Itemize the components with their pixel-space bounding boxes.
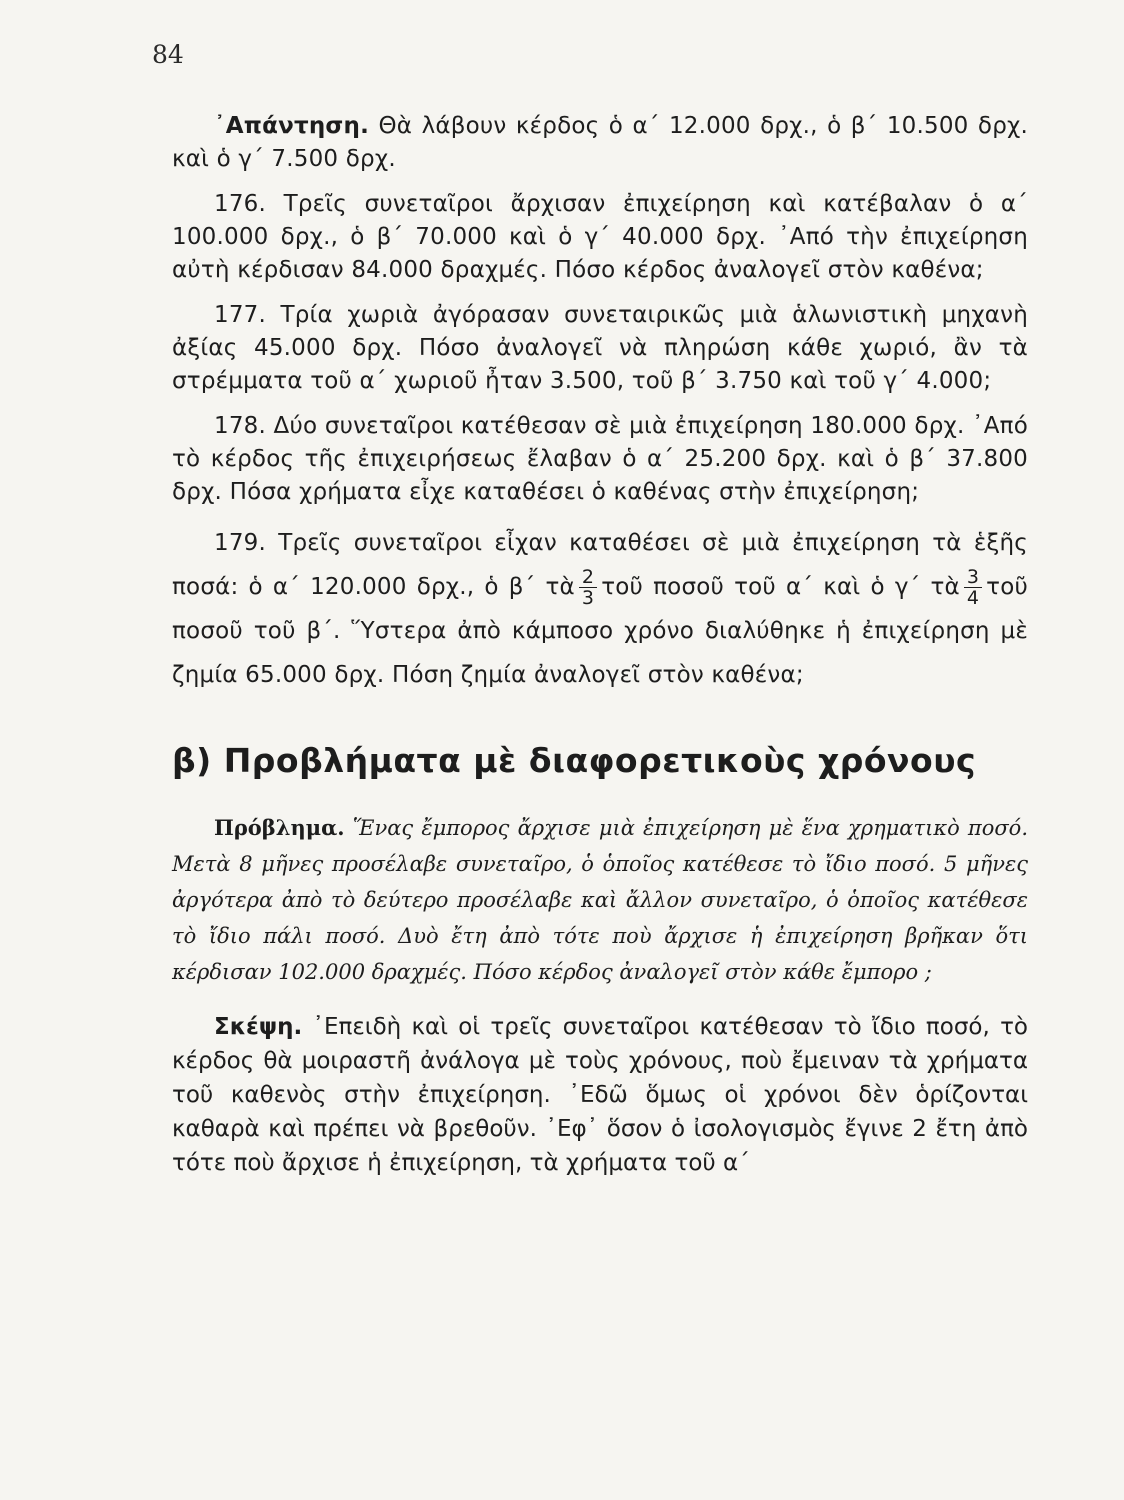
worked-problem (172, 810, 1028, 990)
answer-label: ᾽Απάντηση. (214, 113, 370, 139)
answer-text: Θὰ λάβουν κέρδος ὁ α΄ 12.000 δρχ., ὁ β΄ 10.500 δρχ. καὶ ὁ γ΄ 7.500 δρχ. (172, 113, 1028, 172)
fraction-two-thirds (579, 567, 597, 608)
page-content (172, 110, 1028, 1180)
problem-179 (172, 521, 1028, 697)
fraction-numerator: 2 (581, 566, 595, 588)
problem-179-part1: 179. Τρεῖς συνεταῖροι εἶχαν καταθέσει σὲ μιὰ ἐπιχείρηση τὰ ἑξῆς ποσά: ὁ α΄ 120.000 δρχ., ὁ β΄ τὰ (172, 530, 1028, 600)
thought-label: Σκέψη. (214, 1014, 303, 1040)
page-number: 84 (152, 40, 184, 69)
problem-177: 177. Τρία χωριὰ ἀγόρασαν συνεταιρικῶς μιὰ ἁλωνιστικὴ μηχανὴ ἀξίας 45.000 δρχ. Πόσο ἀναλογεῖ νὰ πληρώση κάθε χωριό, ἂν τὰ στρέμματα τοῦ α΄ χωριοῦ ἦταν 3.500, τοῦ β΄ 3.750 καὶ τοῦ γ΄ 4.000; (172, 302, 1028, 394)
thought-text: ᾽Επειδὴ καὶ οἱ τρεῖς συνεταῖροι κατέθεσαν τὸ ἴδιο ποσό, τὸ κέρδος θὰ μοιραστῆ ἀνάλογα μὲ τοὺς χρόνους, ποὺ ἔμειναν τὰ χρήματα τοῦ καθενὸς στὴν ἐπιχείρηση. ᾽Εδῶ ὅμως οἱ χρόνοι δὲν ὁρίζονται καθαρὰ καὶ πρέπει νὰ βρεθοῦν. ᾽Εφ᾽ ὅσον ὁ ἰσολογισμὸς ἔγινε 2 ἔτη ἀπὸ τότε ποὺ ἄρχισε ἡ ἐπιχείρηση, τὰ χρήματα τοῦ α΄ (172, 1014, 1028, 1176)
fraction-three-quarters (964, 567, 982, 608)
problem-label: Πρόβλημα. (214, 815, 345, 840)
answer-paragraph (172, 110, 1028, 176)
section-title: β) Προβλήματα μὲ διαφορετικοὺς χρόνους (172, 741, 977, 780)
fraction-denominator: 4 (964, 587, 982, 608)
problem-179-part3: τοῦ ποσοῦ τοῦ β΄. Ὕστερα ἀπὸ κάμποσο χρόνο διαλύθηκε ἡ ἐπιχείρηση μὲ ζημία 65.000 δρχ. Πόση ζημία ἀναλογεῖ στὸν καθένα; (172, 574, 1028, 688)
problem-178: 178. Δύο συνεταῖροι κατέθεσαν σὲ μιὰ ἐπιχείρηση 180.000 δρχ. ᾽Από τὸ κέρδος τῆς ἐπιχειρήσεως ἔλαβαν ὁ α΄ 25.200 δρχ. καὶ ὁ β΄ 37.800 δρχ. Πόσα χρήματα εἶχε καταθέσει ὁ καθένας στὴν ἐπιχείρηση; (172, 413, 1028, 505)
fraction-denominator: 3 (579, 587, 597, 608)
problem-text: Ἕνας ἔμπορος ἄρχισε μιὰ ἐπιχείρηση μὲ ἕνα χρηματικὸ ποσό. Μετὰ 8 μῆνες προσέλαβε συνεταῖρο, ὁ ὁποῖος κατέθεσε τὸ ἴδιο ποσό. 5 μῆνες ἀργότερα ἀπὸ τὸ δεύτερο προσέλαβε καὶ ἄλλον συνεταῖρο, ὁ ὁποῖος κατέθεσε τὸ ἴδιο πάλι ποσό. Δυὸ ἔτη ἀπὸ τότε ποὺ ἄρχισε ἡ ἐπιχείρηση βρῆκαν ὅτι κέρδισαν 102.000 δραχμές. Πόσο κέρδος ἀναλογεῖ στὸν κάθε ἔμπορο ; (172, 816, 1028, 984)
problem-176: 176. Τρεῖς συνεταῖροι ἄρχισαν ἐπιχείρηση καὶ κατέβαλαν ὁ α΄ 100.000 δρχ., ὁ β΄ 70.000 καὶ ὁ γ΄ 40.000 δρχ. ᾽Από τὴν ἐπιχείρηση αὐτὴ κέρδισαν 84.000 δραχμές. Πόσο κέρδος ἀναλογεῖ στὸν καθένα; (172, 191, 1028, 283)
problem-179-part2: τοῦ ποσοῦ τοῦ α΄ καὶ ὁ γ΄ τὰ (601, 574, 960, 600)
thought-paragraph (172, 1010, 1028, 1180)
fraction-numerator: 3 (966, 566, 980, 588)
